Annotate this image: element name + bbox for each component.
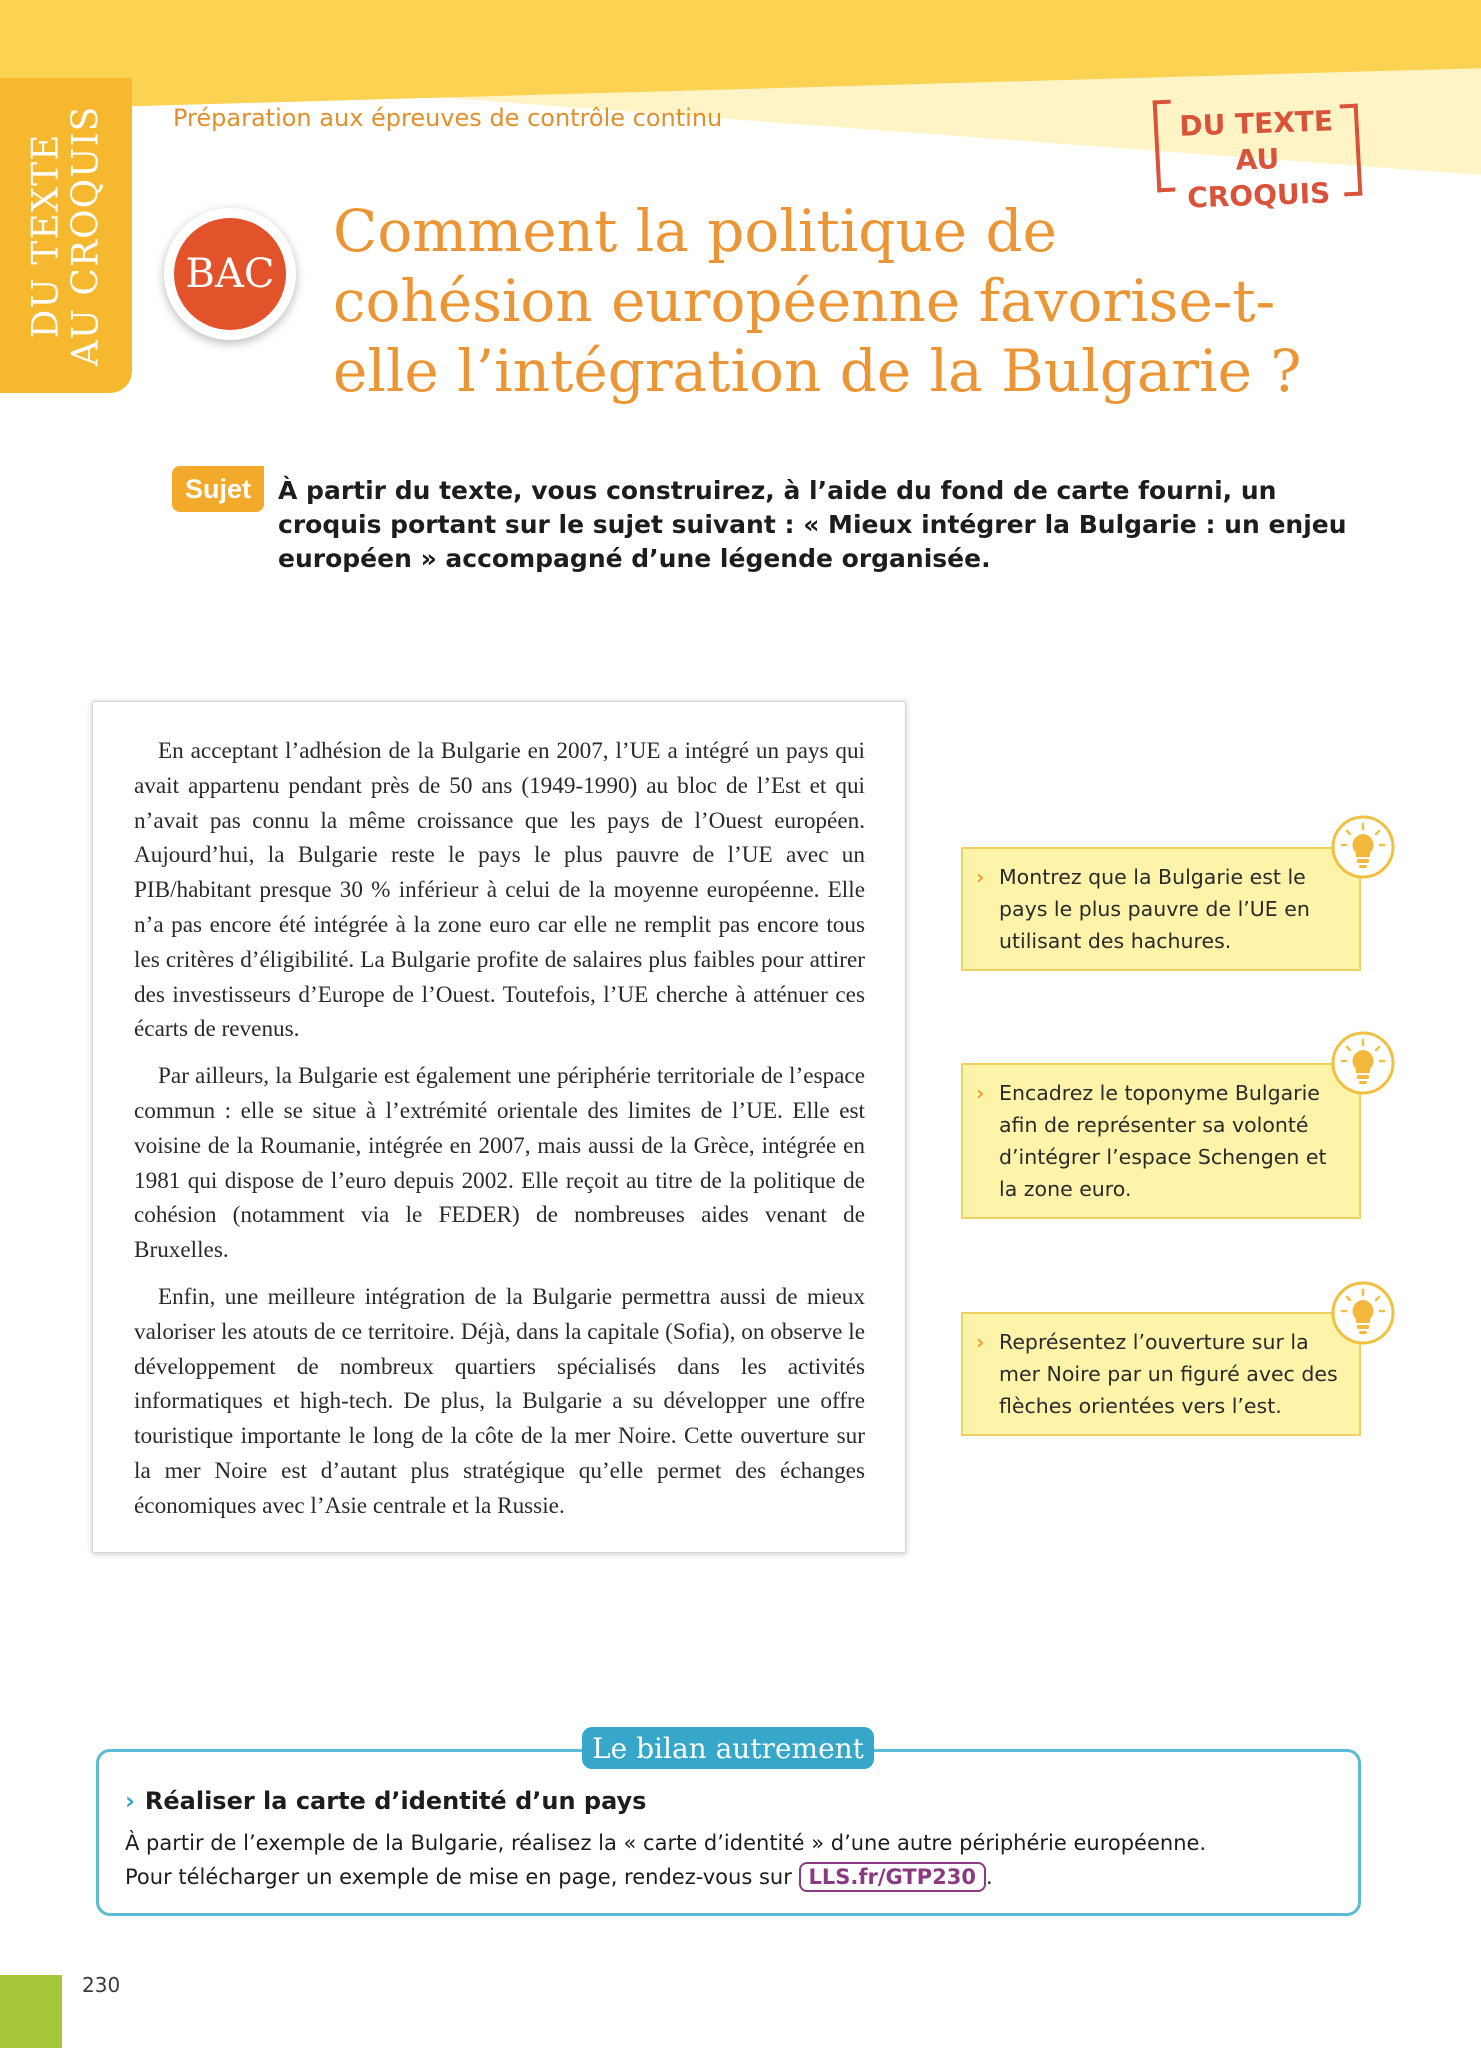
chevron-right-icon: › (125, 1787, 135, 1815)
chevron-right-icon: › (976, 865, 985, 889)
lightbulb-icon (1330, 1030, 1396, 1096)
lightbulb-icon (1330, 814, 1396, 880)
document-paragraph: Par ailleurs, la Bulgarie est également une périphérie territoriale de l’espace commun : elle se situe à l’extrémité orientale des limites de l’UE. Elle est voisine de la Roumanie, intégrée en 2007, mais aussi de la Grèce, intégrée en 1981 qui dispose de l’euro depuis 2002. Elle reçoit au titre de la politique de cohésion (notamment via le FEDER) de nombreuses aides venant de Bruxelles. (134, 1063, 865, 1264)
page-title: Comment la politique de cohésion européenne favorise-t-elle l’intégration de la Bulgarie ? (333, 197, 1302, 405)
lightbulb-icon (1330, 1280, 1396, 1346)
tip-box (961, 1312, 1361, 1436)
bac-badge: BAC (174, 218, 286, 330)
stamp-line-2: AU CROQUIS (1186, 142, 1331, 215)
page-number: 230 (82, 1973, 121, 1997)
document-paragraph: En acceptant l’adhésion de la Bulgarie en 2007, l’UE a intégré un pays qui avait appartenu pendant près de 50 ans (1949-1990) au bloc de l’Est et qui n’avait pas connu la même croissance que les pays de l’Ouest européen. Aujourd’hui, la Bulgarie reste le pays le plus pauvre de l’UE avec un PIB/habitant presque 30 % inférieur à celui de la moyenne européenne. Elle n’a pas encore été intégrée à la zone euro car elle ne remplit pas encore tous les critères d’éligibilité. La Bulgarie profite de salaires plus faibles pour attirer des investisseurs d’Europe de l’Ouest. Toutefois, l’UE cherche à atténuer ces écarts de revenus. (134, 738, 865, 1043)
bilan-download-line (125, 1862, 993, 1892)
bilan-heading-text: Réaliser la carte d’identité d’un pays (144, 1787, 647, 1815)
page-corner-marker (0, 1975, 62, 2048)
tip-box (961, 847, 1361, 971)
stamp-line-1: DU TEXTE (1178, 104, 1334, 143)
tip-text: Montrez que la Bulgarie est le pays le plus pauvre de l’UE en utilisant des hachures. (999, 865, 1310, 953)
document-text-box (92, 701, 906, 1553)
document-paragraph: Enfin, une meilleure intégration de la Bulgarie permettra aussi de mieux valoriser les atouts de ce territoire. Déjà, dans la capitale (Sofia), on observe le développement de nombreux quartiers spécialisés dans les activités informatiques et high-tech. De plus, la Bulgarie a su développer une offre touristique importante le long de la côte de la mer Noire. Cette ouverture sur la mer Noire est d’autant plus stratégique qu’elle permet des échanges économiques avec l’Asie centrale et la Russie. (134, 1283, 865, 1519)
side-tab-label (0, 78, 132, 393)
section-label: Préparation aux épreuves de contrôle continu (173, 104, 723, 132)
tip-text: Représentez l’ouverture sur la mer Noire par un figuré avec des flèches orientées vers l’est. (999, 1330, 1338, 1418)
bilan-heading (125, 1787, 646, 1815)
download-link[interactable]: LLS.fr/GTP230 (799, 1862, 986, 1892)
bilan-instruction: À partir de l’exemple de la Bulgarie, réalisez la « carte d’identité » d’une autre périphérie européenne. (125, 1831, 1207, 1855)
subject-text: À partir du texte, vous construirez, à l’aide du fond de carte fourni, un croquis portant sur le sujet suivant : « Mieux intégrer la Bulgarie : un enjeu européen » accompagné d’une légende organisée. (278, 476, 1347, 573)
chevron-right-icon: › (976, 1330, 985, 1354)
bilan-download-text: Pour télécharger un exemple de mise en page, rendez-vous sur (125, 1865, 792, 1889)
bilan-download-suffix: . (985, 1865, 993, 1889)
tip-text: Encadrez le toponyme Bulgarie afin de représenter sa volonté d’intégrer l’espace Schengen et la zone euro. (999, 1081, 1327, 1201)
bilan-title: Le bilan autrement (582, 1727, 874, 1769)
side-tab-line-2: AU CROQUIS (65, 105, 106, 366)
section-stamp (1155, 100, 1360, 215)
side-tab-line-1: DU TEXTE (25, 133, 66, 338)
subject-label: Sujet (172, 466, 264, 512)
chevron-right-icon: › (976, 1081, 985, 1105)
tip-box (961, 1063, 1361, 1219)
